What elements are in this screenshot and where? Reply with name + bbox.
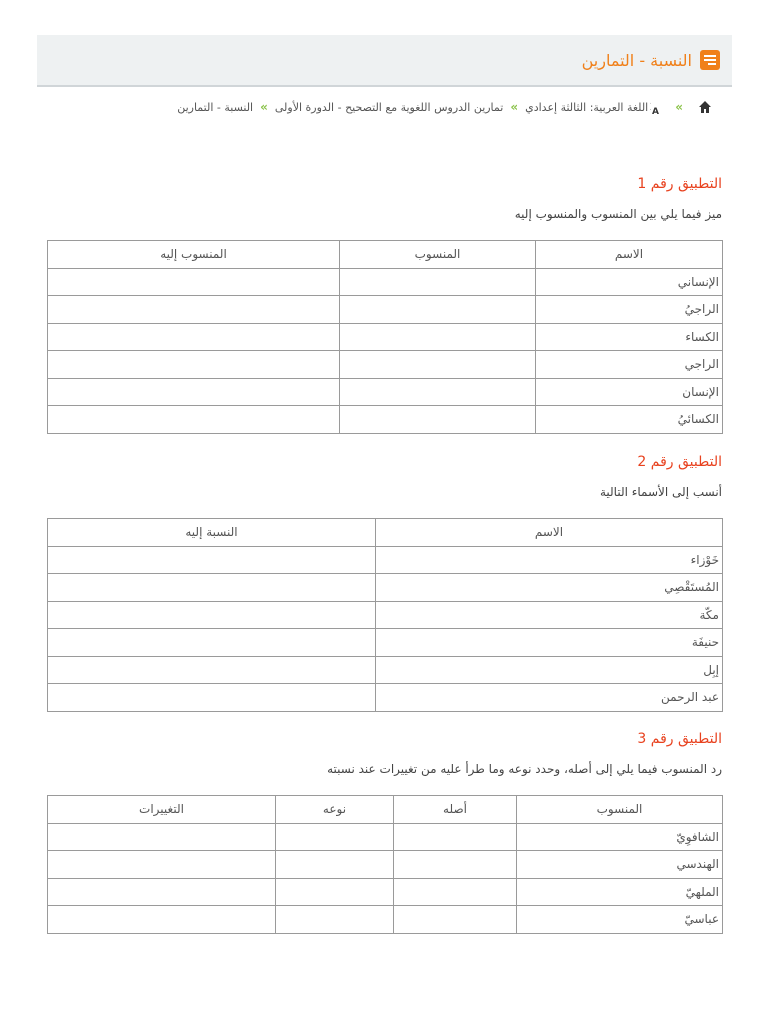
table-header-row (48, 519, 723, 547)
table-cell (48, 851, 276, 879)
table-cell: الإنسان (536, 378, 723, 406)
table-cell (340, 268, 536, 296)
table-row (48, 823, 723, 851)
table-cell: الهندسي (517, 851, 723, 879)
table-cell: الراجي (536, 351, 723, 379)
table-row (48, 406, 723, 434)
table-cell (340, 351, 536, 379)
table-cell: حنيفَة (376, 629, 723, 657)
breadcrumb-item-current: النسبة - التمارين (177, 100, 254, 114)
table-cell (276, 906, 394, 934)
table-cell (276, 823, 394, 851)
table-row (48, 629, 723, 657)
table-row (48, 906, 723, 934)
breadcrumb-item-lessons[interactable]: تمارين الدروس اللغوية مع التصحيح - الدورة الأولى (274, 100, 504, 114)
document-icon (700, 50, 720, 70)
table-cell (48, 574, 376, 602)
column-header: النسبة إليه (48, 519, 376, 547)
exercise-3-title: التطبيق رقم 3 (637, 731, 722, 747)
table-cell (48, 684, 376, 712)
table-cell: إبِل (376, 656, 723, 684)
table-row (48, 684, 723, 712)
page-title: النسبة - التمارين (581, 50, 692, 70)
table-cell: المُستَقْصِي (376, 574, 723, 602)
exercise-1-description: ميز فيما يلي بين المنسوب والمنسوب إليه (514, 207, 722, 221)
table-cell: الشافوِيّ (517, 823, 723, 851)
column-header: المنسوب إليه (48, 241, 340, 269)
svg-text:A: A (652, 107, 660, 115)
breadcrumb-item-grade[interactable]: اللغة العربية: الثالثة إعدادي (525, 100, 649, 114)
table-cell: الإنساني (536, 268, 723, 296)
breadcrumb-separator: » (675, 100, 683, 114)
column-header: الاسم (376, 519, 723, 547)
table-cell (394, 878, 517, 906)
page-header (37, 35, 732, 87)
breadcrumb-separator: » (260, 100, 268, 114)
exercise-3-description: رد المنسوب فيما يلي إلى أصله، وحدد نوعه وما طرأ عليه من تغييرات عند نسبته (327, 762, 722, 776)
table-cell (340, 378, 536, 406)
table-row (48, 351, 723, 379)
table-row (48, 851, 723, 879)
table-header-row (48, 796, 723, 824)
table-row (48, 268, 723, 296)
translate-icon (650, 99, 668, 115)
table-cell (340, 296, 536, 324)
table-cell: عبد الرحمن (376, 684, 723, 712)
breadcrumb (150, 98, 712, 116)
exercise-1-title: التطبيق رقم 1 (637, 176, 722, 192)
exercise-2-table (47, 518, 723, 712)
column-header: التغييرات (48, 796, 276, 824)
table-cell: عباسيّ (517, 906, 723, 934)
table-cell (394, 851, 517, 879)
table-cell: الكساء (536, 323, 723, 351)
breadcrumb-separator: » (510, 100, 519, 114)
table-row (48, 601, 723, 629)
exercise-3 (47, 729, 722, 935)
table-cell (276, 878, 394, 906)
column-header: المنسوب (517, 796, 723, 824)
table-cell (48, 296, 340, 324)
table-row (48, 656, 723, 684)
table-cell (48, 656, 376, 684)
table-cell (48, 323, 340, 351)
column-header: الاسم (536, 241, 723, 269)
exercise-2-title: التطبيق رقم 2 (637, 454, 722, 470)
table-row (48, 574, 723, 602)
column-header: المنسوب (340, 241, 536, 269)
table-cell (276, 851, 394, 879)
column-header: أصله (394, 796, 517, 824)
table-cell (48, 878, 276, 906)
table-cell (48, 268, 340, 296)
table-row (48, 323, 723, 351)
table-cell (48, 351, 340, 379)
table-row (48, 546, 723, 574)
table-cell (48, 601, 376, 629)
table-cell (340, 323, 536, 351)
table-row (48, 878, 723, 906)
table-cell: خَوْزاء (376, 546, 723, 574)
table-header-row (48, 241, 723, 269)
exercise-2 (47, 452, 722, 712)
exercise-1 (47, 174, 722, 434)
home-icon[interactable] (698, 100, 712, 114)
table-cell: الكسائيُ (536, 406, 723, 434)
table-cell (394, 906, 517, 934)
table-cell (48, 823, 276, 851)
table-cell (394, 823, 517, 851)
table-cell (48, 546, 376, 574)
table-cell: مكّة (376, 601, 723, 629)
table-row (48, 378, 723, 406)
table-cell (48, 906, 276, 934)
svg-text:文 (650, 100, 651, 112)
table-cell (48, 378, 340, 406)
table-cell (48, 629, 376, 657)
table-cell (48, 406, 340, 434)
exercise-2-description: أنسب إلى الأسماء التالية (599, 485, 722, 499)
exercise-1-table (47, 240, 723, 434)
table-cell (340, 406, 536, 434)
exercise-3-table (47, 795, 723, 934)
column-header: نوعه (276, 796, 394, 824)
table-cell: الملهيّ (517, 878, 723, 906)
table-row (48, 296, 723, 324)
table-cell: الراجيُ (536, 296, 723, 324)
